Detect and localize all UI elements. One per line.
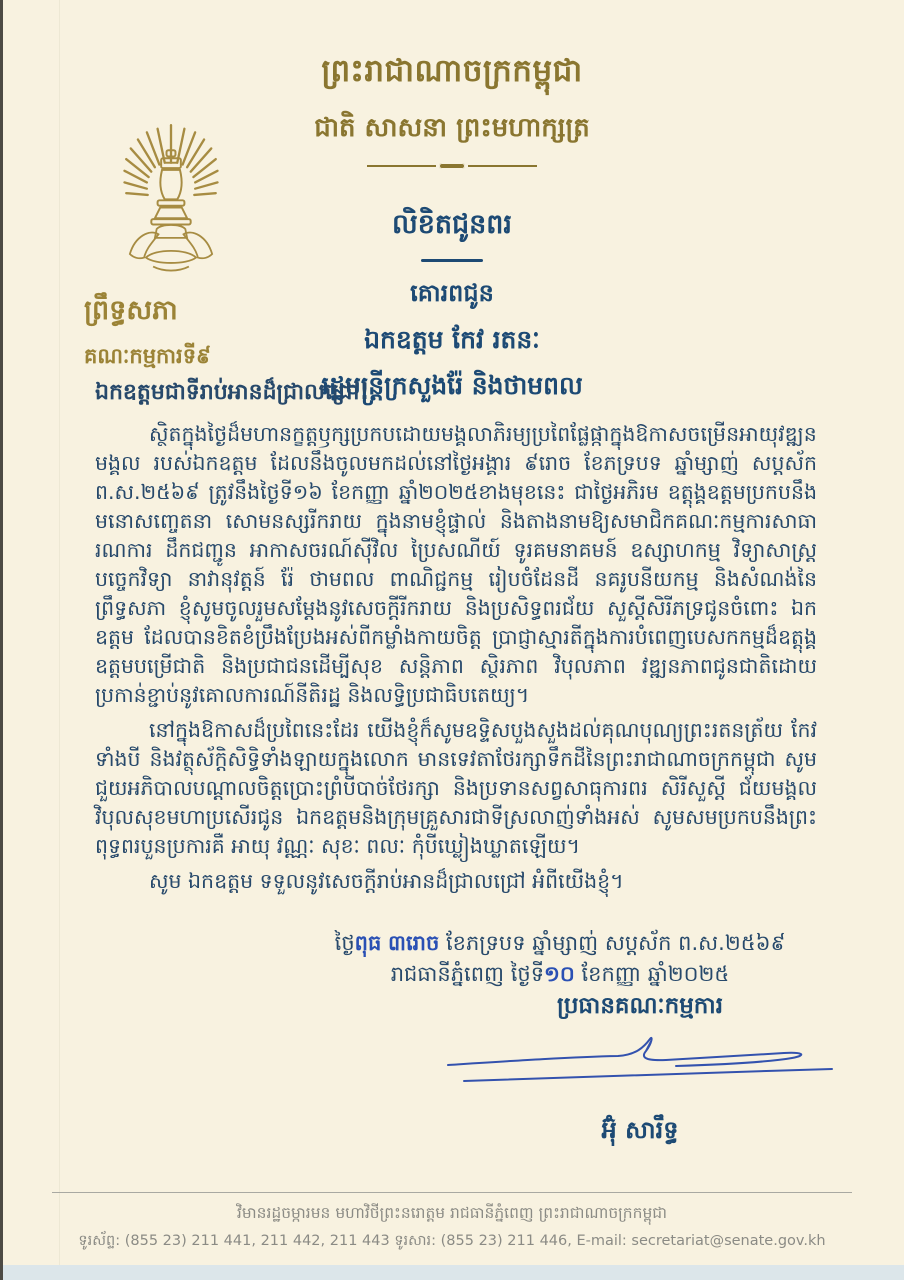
footer — [0, 1192, 904, 1253]
lunar-date-rest: ខែភទ្របទ ឆ្នាំម្សាញ់ សប្តស័ក ព.ស.២៥៦៩ — [445, 931, 786, 955]
footer-rule — [52, 1192, 852, 1193]
closing-line: សូម ឯកឧត្តម ទទួលនូវសេចក្តីរាប់អានដ៏ជ្រាលជ្រៅ អំពីយើងខ្ញុំ។ — [149, 869, 624, 893]
divider-knot — [439, 163, 465, 169]
gregorian-date-rest: ខែកញ្ញា ឆ្នាំ២០២៥ — [581, 962, 730, 986]
footer-contact: ទូរស័ព្ទ: (855 23) 211 441, 211 442, 211 443 ទូរសារ: (855 23) 211 446, E-mail: secretariat@senate.gov.kh — [78, 1233, 826, 1249]
kingdom-title: ព្រះរាជាណាចក្រកម្ពុជា — [321, 53, 583, 89]
letter-body — [95, 378, 817, 896]
header-divider-ornament — [367, 163, 537, 169]
lunar-date-line — [260, 928, 860, 959]
lunar-day-name-handwritten: ពុធ — [354, 931, 382, 955]
scan-left-edge — [0, 0, 3, 1280]
footer-address: វិមានរដ្ឋចម្ការមន មហាវិថីព្រះនរោត្តម រាជធានីភ្នំពេញ ព្រះរាជាណាចក្រកម្ពុជា — [236, 1204, 668, 1222]
gregorian-date-line — [260, 959, 860, 990]
greeting-line: ឯកឧត្តមជាទីរាប់អានដ៏ជ្រាលជ្រៅ! — [95, 380, 370, 405]
letter-title: លិខិតជូនពរ — [392, 209, 512, 240]
institution-label: ព្រឹទ្ធសភា — [84, 295, 178, 326]
signer-name: អ៊ុំ សារឹទ្ធ — [601, 1116, 679, 1144]
divider-line-right — [468, 165, 537, 167]
dateline-block — [260, 928, 860, 990]
signature-icon — [440, 1029, 840, 1109]
body-paragraph-1: ស្ថិតក្នុងថ្ងៃដ៏មហានក្ខត្តឫក្សប្រកបដោយមង្គលាភិរម្យប្រពៃផ្លែផ្កាក្នុងឱកាសចម្រើនអាយុវឌ្ឍនមង្គល របស់ឯកឧត្តម ដែលនឹងចូលមកដល់នៅថ្ងៃអង្គារ ៩រោច ខែភទ្របទ ឆ្នាំម្សាញ់ សប្តស័ក ព.ស.២៥៦៩ ត្រូវនឹងថ្ងៃទី១៦ ខែកញ្ញា ឆ្នាំ២០២៥ខាងមុខនេះ ជាថ្ងៃអភិរម ឧត្តុង្គឧត្តមប្រកបនឹងមនោសញ្ចេតនា សោមនស្សរីករាយ ក្នុងនាមខ្ញុំផ្ទាល់ និងតាងនាមឱ្យសមាជិកគណៈកម្មការសាធារណការ ដឹកជញ្ជូន អាកាសចរណ៍ស៊ីវិល ប្រៃសណីយ៍ ទូរគមនាគមន៍ ឧស្សាហកម្ម វិទ្យាសាស្ត្រ បច្ចេកវិទ្យា នាវានុវត្តន៍ រ៉ែ ថាមពល ពាណិជ្ជកម្ម រៀបចំដែនដី នគរូបនីយកម្ម និងសំណង់នៃព្រឹទ្ធសភា ខ្ញុំសូមចូលរួមសម្តែងនូវសេចក្តីរីករាយ និងប្រសិទ្ធពរជ័យ សួស្តីសិរីភទ្រជូនចំពោះ ឯកឧត្តម ដែលបានខិតខំប្រឹងប្រែងអស់ពីកម្លាំងកាយចិត្ត ប្រាជ្ញាស្មារតីក្នុងការបំពេញបេសកកម្មដ៏ឧត្តុង្គឧត្តមបម្រើជាតិ និងប្រជាជនដើម្បីសុខ សន្តិភាព ស្ថិរភាព វិបុលភាព វឌ្ឍនភាពជូនជាតិដោយប្រកាន់ខ្ជាប់នូវគោលការណ៍នីតិរដ្ឋ និងលទ្ធិប្រជាធិបតេយ្យ។ — [95, 422, 817, 707]
recipient-name: ឯកឧត្តម កែវ រតនៈ — [364, 325, 540, 354]
gregorian-day-handwritten: ១០ — [544, 962, 575, 986]
paper-crease — [59, 0, 60, 1280]
national-motto: ជាតិ សាសនា ព្រះមហាក្សត្រ — [314, 113, 590, 143]
body-paragraph-2: នៅក្នុងឱកាសដ៏ប្រពៃនេះដែរ យើងខ្ញុំក៏សូមឧទ្ទិសបួងសួងដល់គុណបុណ្យព្រះរតនត្រ័យ កែវទាំងបី និងវត្ថុស័ក្តិសិទ្ធិទាំងឡាយក្នុងលោក មានទេវតាថែរក្សាទឹកដីនៃព្រះរាជាណាចក្រកម្ពុជា សូមជួយអភិបាលបណ្តាលចិត្តប្រោះព្រំបីបាច់ថែរក្សា និងប្រទានសព្វសាធុការពរ សិរីសួស្តី ជ័យមង្គល វិបុលសុខមហាប្រសើរជូន ឯកឧត្តមនិងក្រុមគ្រួសារជាទីស្រលាញ់ទាំងអស់ សូមសមប្រកបនឹងព្រះពុទ្ធពរបួនប្រការគឺ អាយុ វណ្ណៈ សុខៈ ពលៈ កុំបីឃ្លៀងឃ្លាតឡើយ។ — [95, 718, 817, 858]
signature-block — [440, 992, 840, 1150]
gregorian-date-prefix: រាជធានីភ្នំពេញ ថ្ងៃទី — [390, 962, 545, 986]
salutation-to: គោរពជូន — [410, 279, 494, 307]
commission-label: គណៈកម្មការទី៩ — [84, 344, 211, 368]
letter-title-divider — [421, 259, 483, 262]
scan-bottom-strip — [0, 1265, 904, 1280]
divider-line-left — [367, 165, 436, 167]
lunar-count-handwritten: ៣រោច — [388, 931, 440, 955]
lunar-date-prefix: ថ្ងៃ — [334, 931, 355, 955]
signer-title: ប្រធានគណៈកម្មការ — [556, 993, 724, 1019]
recipient-title: រដ្ឋមន្ត្រីក្រសួងរ៉ែ និងថាមពល — [321, 371, 583, 400]
